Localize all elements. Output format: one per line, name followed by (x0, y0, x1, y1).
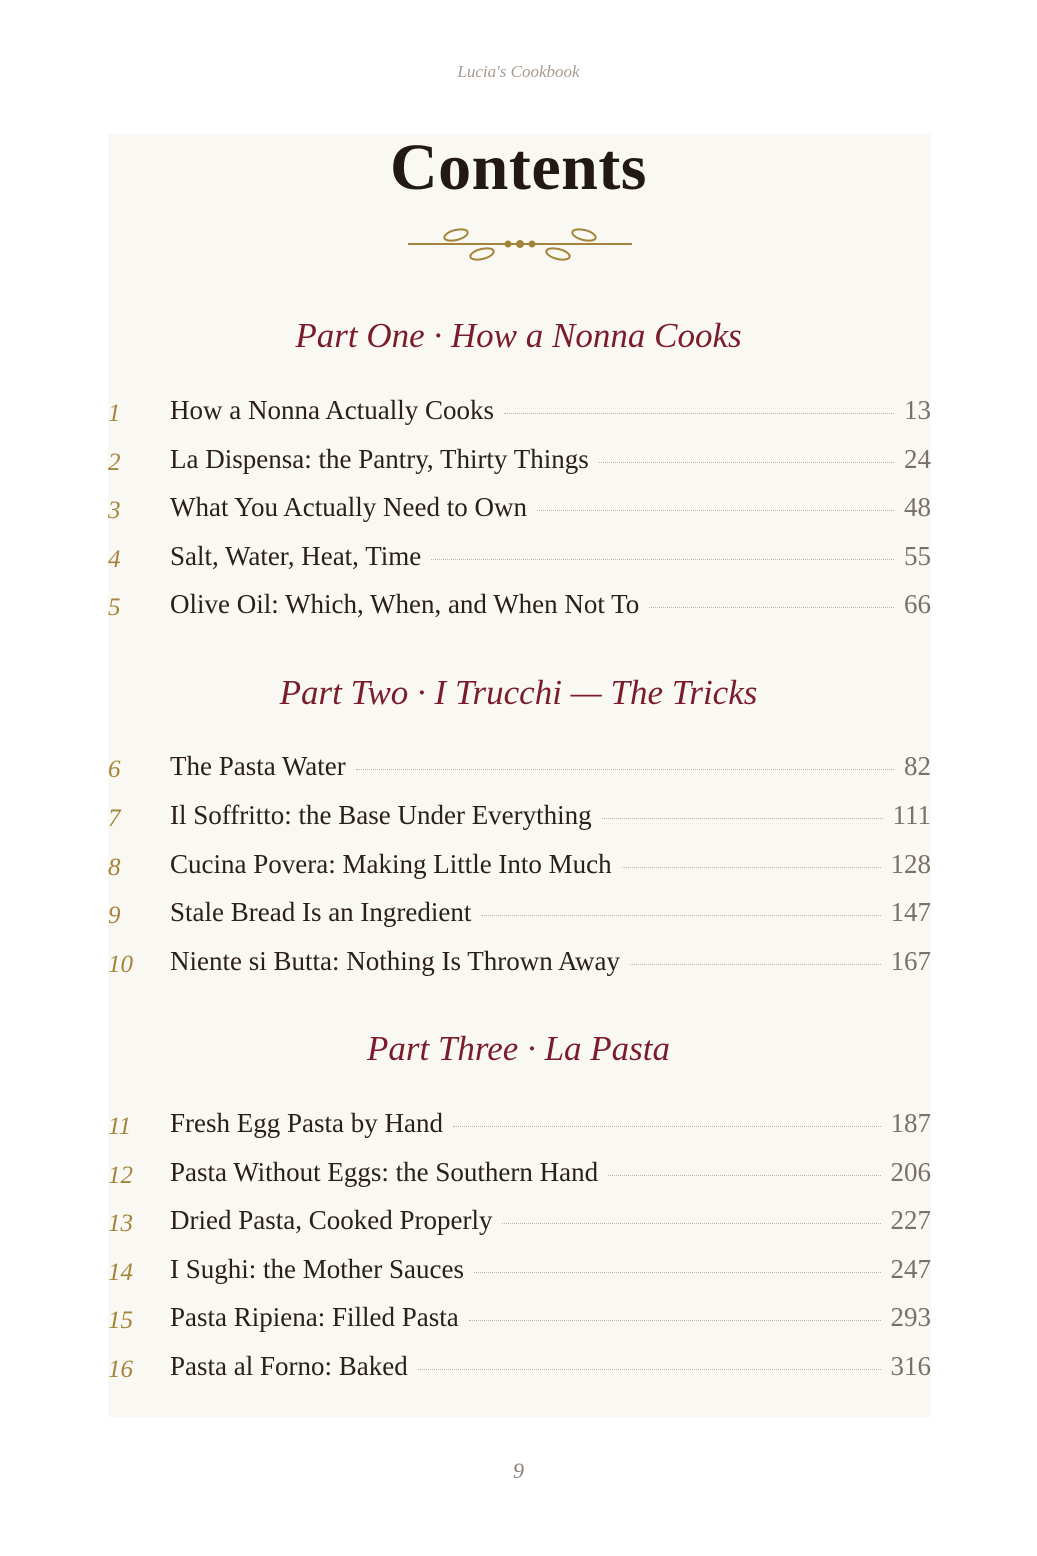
dot-leader (502, 1222, 880, 1224)
page-number: 82 (904, 751, 931, 781)
chapter-title: Fresh Egg Pasta by Hand (170, 1108, 443, 1138)
page-number: 24 (904, 444, 931, 474)
dot-leader (630, 963, 881, 965)
toc-entry[interactable] (108, 937, 931, 977)
dot-leader (418, 1368, 881, 1370)
dot-leader (474, 1271, 881, 1273)
page-number: 66 (904, 589, 931, 619)
page-number: 206 (890, 1157, 931, 1187)
chapter-number: 16 (108, 1356, 133, 1383)
dot-leader (649, 606, 894, 608)
dot-leader (504, 412, 894, 414)
page-number: 167 (890, 946, 931, 976)
toc-entry[interactable] (108, 1148, 931, 1188)
page-title: Contents (389, 131, 647, 204)
chapter-number: 14 (108, 1259, 133, 1286)
chapter-title: Stale Bread Is an Ingredient (170, 897, 472, 927)
toc-entry[interactable] (108, 888, 931, 928)
page-number: 316 (890, 1351, 931, 1381)
toc-entry[interactable] (108, 1342, 931, 1382)
toc-entry[interactable] (108, 1293, 931, 1333)
chapter-number: 9 (108, 902, 121, 929)
chapter-number: 11 (108, 1113, 132, 1140)
chapter-title: Dried Pasta, Cooked Properly (170, 1205, 493, 1235)
dot-leader (608, 1174, 880, 1176)
part-title: Part Three · La Pasta (366, 1029, 671, 1068)
dot-leader (622, 866, 881, 868)
dot-leader (431, 558, 894, 560)
toc-entry[interactable] (108, 532, 931, 572)
page-number: 128 (890, 849, 931, 879)
chapter-number: 6 (108, 756, 121, 783)
page-number: 147 (890, 897, 931, 927)
chapter-number: 5 (108, 594, 121, 621)
chapter-number: 15 (108, 1307, 133, 1334)
chapter-title: La Dispensa: the Pantry, Thirty Things (170, 444, 589, 474)
chapter-number: 12 (108, 1162, 133, 1189)
chapter-title: Olive Oil: Which, When, and When Not To (170, 589, 640, 619)
page-number: 187 (890, 1108, 931, 1138)
dot-leader (599, 461, 894, 463)
chapter-title: I Sughi: the Mother Sauces (170, 1254, 464, 1284)
flourish-ornament-icon (408, 224, 632, 264)
toc-entry[interactable] (108, 435, 931, 475)
chapter-number: 3 (108, 497, 121, 524)
chapter-number: 7 (108, 805, 121, 832)
page-number: 13 (904, 395, 931, 425)
dot-leader (537, 509, 894, 511)
dot-leader (356, 768, 894, 770)
toc-entry[interactable] (108, 1196, 931, 1236)
chapter-title: Pasta Without Eggs: the Southern Hand (170, 1157, 599, 1187)
folio: 9 (513, 1458, 524, 1483)
running-header: Lucia's Cookbook (457, 62, 580, 81)
chapter-title: How a Nonna Actually Cooks (170, 395, 494, 425)
dot-leader (469, 1319, 881, 1321)
chapter-title: Salt, Water, Heat, Time (170, 541, 422, 571)
part-title: Part Two · I Trucchi — The Tricks (279, 673, 758, 712)
page-number: 293 (890, 1302, 931, 1332)
toc-entry[interactable] (108, 483, 931, 523)
chapter-number: 2 (108, 449, 121, 476)
toc-entry[interactable] (108, 1099, 931, 1139)
dot-leader (602, 817, 883, 819)
page-number: 111 (892, 800, 931, 830)
chapter-title: Cucina Povera: Making Little Into Much (170, 849, 612, 879)
chapter-title: Il Soffritto: the Base Under Everything (170, 800, 592, 830)
toc-entry[interactable] (108, 840, 931, 880)
chapter-title: What You Actually Need to Own (170, 492, 527, 522)
toc-entry[interactable] (108, 791, 931, 831)
part-title: Part One · How a Nonna Cooks (295, 316, 742, 355)
toc-entry[interactable] (108, 1245, 931, 1285)
chapter-title: Pasta Ripiena: Filled Pasta (170, 1302, 459, 1332)
dot-leader (481, 914, 880, 916)
chapter-title: Niente si Butta: Nothing Is Thrown Away (170, 946, 620, 976)
page-number: 227 (890, 1205, 931, 1235)
chapter-number: 10 (108, 951, 133, 978)
page-number: 247 (890, 1254, 931, 1284)
page-number: 48 (904, 492, 931, 522)
page-number: 55 (904, 541, 931, 571)
dot-leader (453, 1125, 881, 1127)
chapter-number: 1 (108, 400, 121, 427)
toc-entry[interactable] (108, 580, 931, 620)
chapter-title: The Pasta Water (170, 751, 346, 781)
chapter-number: 4 (108, 546, 121, 573)
chapter-number: 8 (108, 854, 121, 881)
toc-entry[interactable] (108, 742, 931, 782)
toc-entry[interactable] (108, 386, 931, 426)
chapter-title: Pasta al Forno: Baked (170, 1351, 408, 1381)
chapter-number: 13 (108, 1210, 133, 1237)
